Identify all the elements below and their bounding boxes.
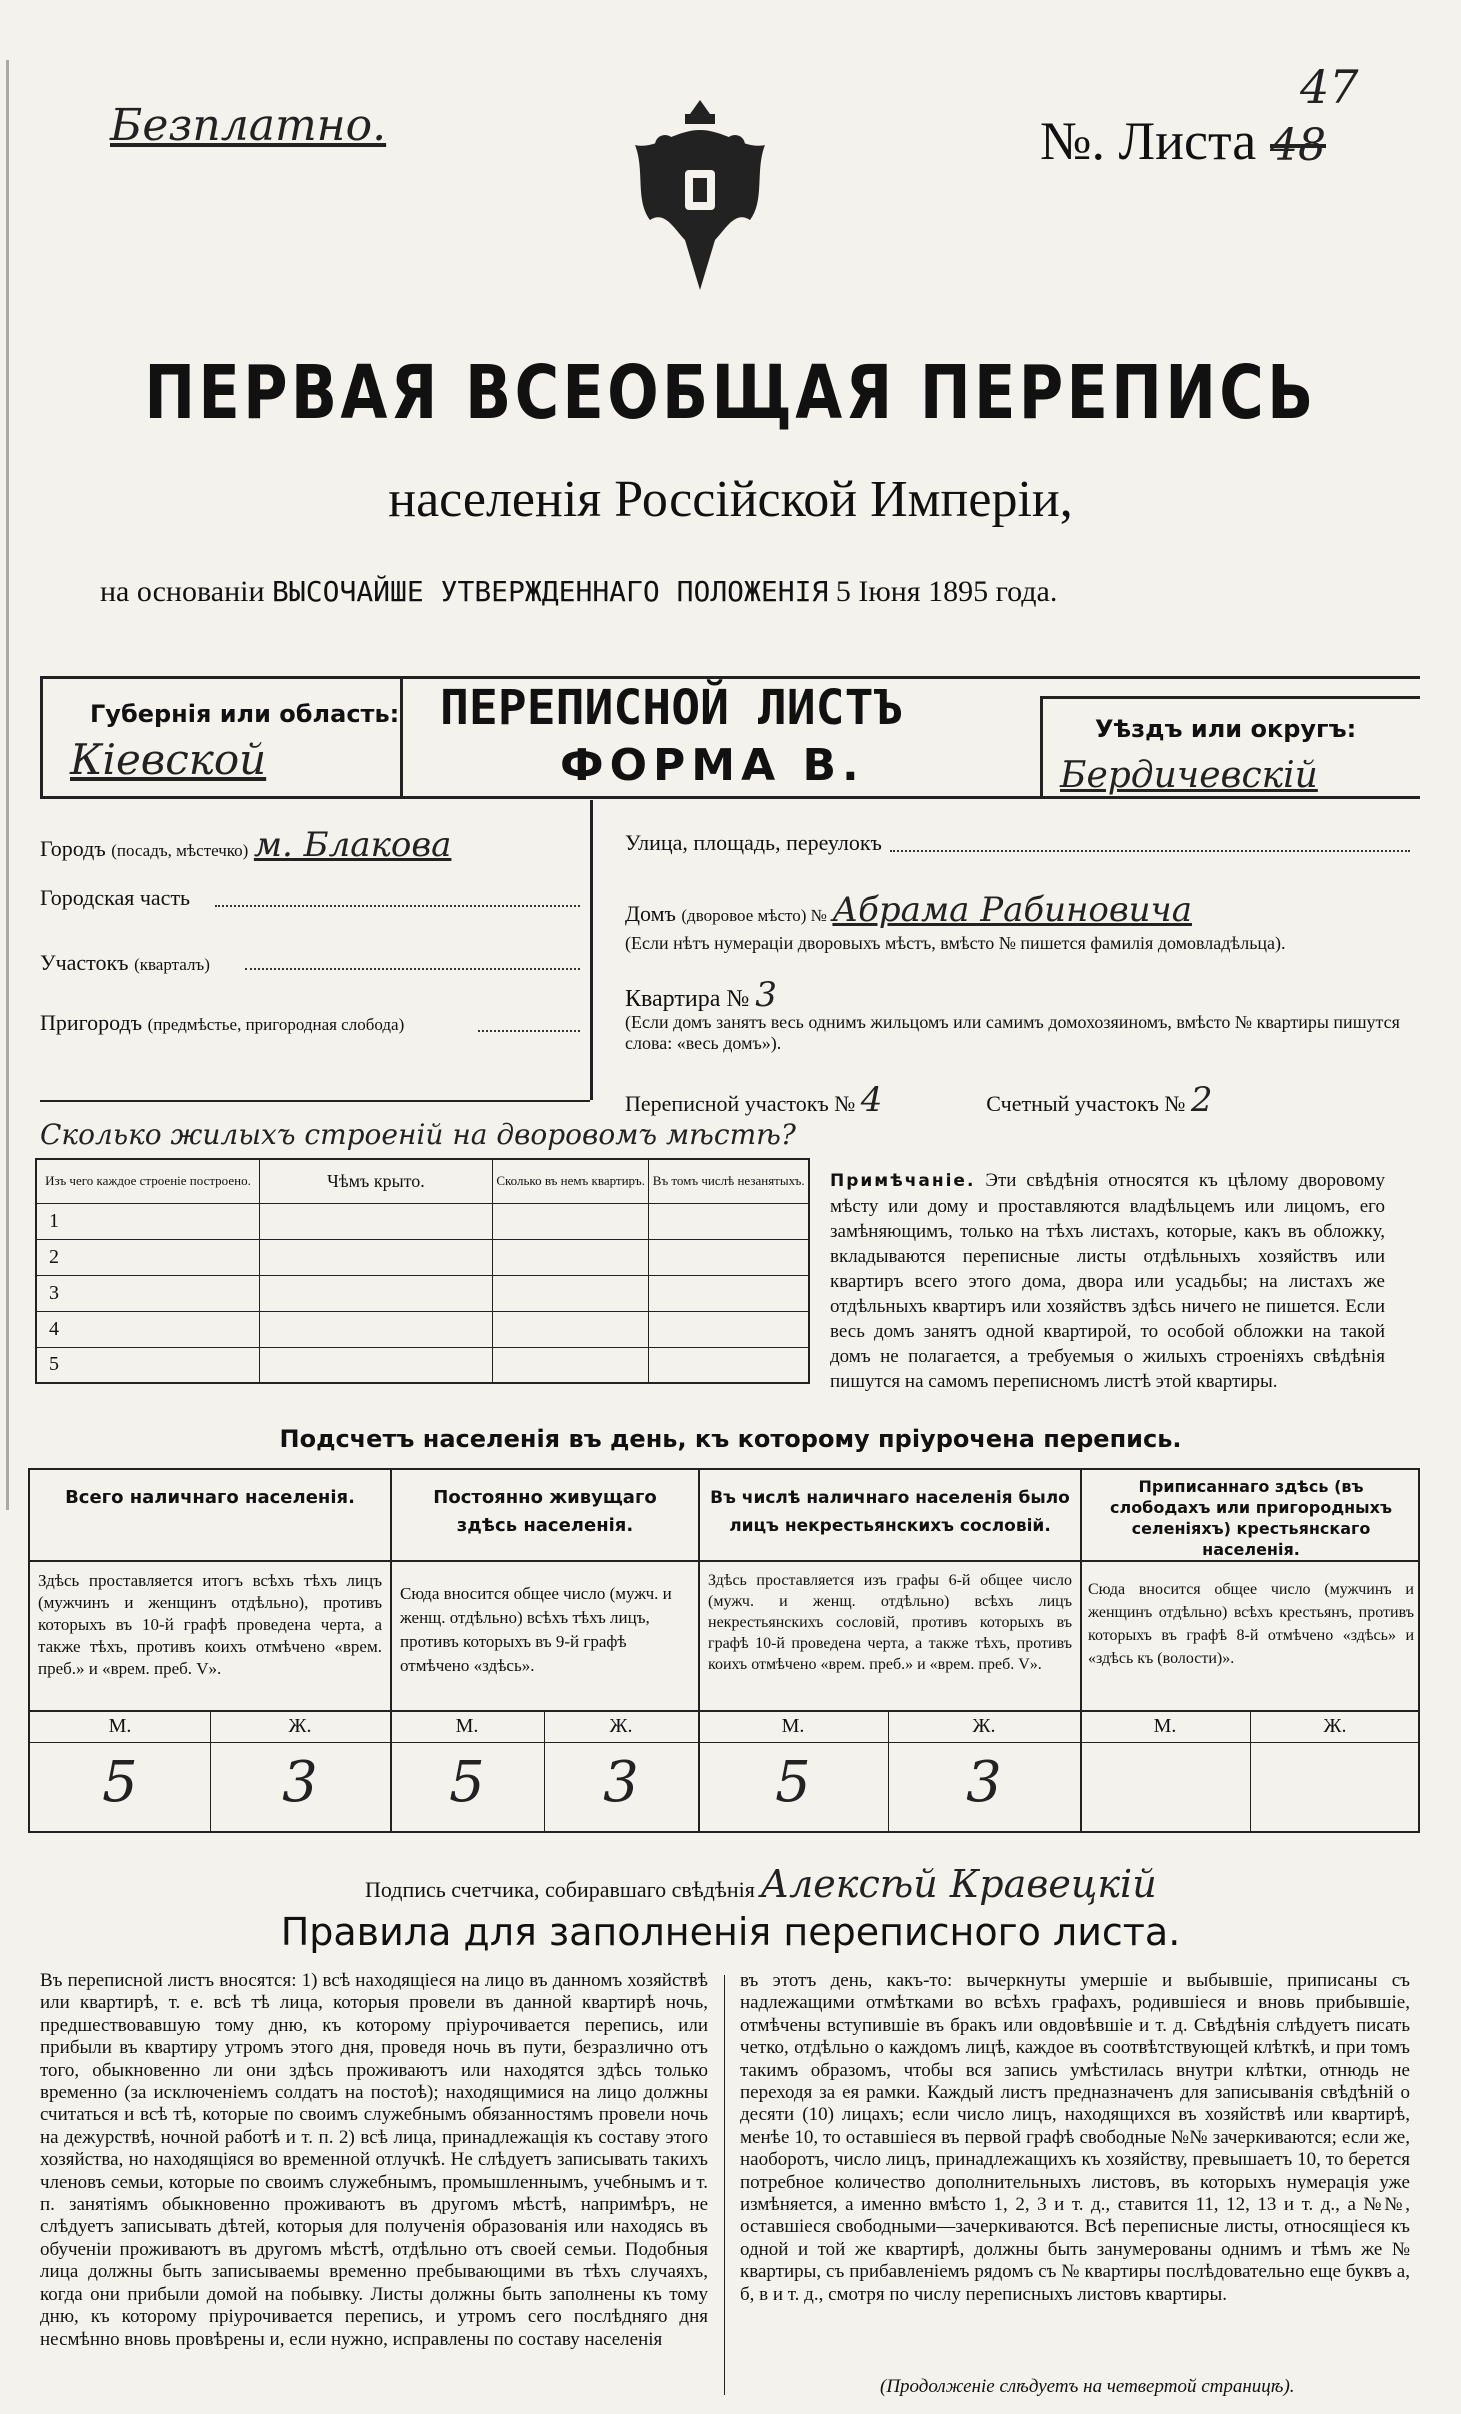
rules-right-column: въ этотъ день, какъ-то: вычеркнуты умершіе и выбывшіе, приписаны съ надлежащими отмѣтками во всѣхъ графахъ, родившіеся и вновь прибывшіе, отмѣчены вступившіе въ бракъ или овдовѣвшіе и т. д. Свѣдѣнія слѣдуетъ писать четко, отдѣльно о каждомъ лицѣ, каждое въ соотвѣтствующей клѣткѣ, и при томъ такимъ образомъ, чтобы вся запись умѣстилась внутри клѣтки, отнюдь не переходя за ея рамки. Каждый листъ предназначенъ для записыванія свѣдѣній о десяти (10) лицахъ; если число лицъ, находящихся въ хозяйствѣ или квартирѣ, менѣе 10, то оставшіеся въ первой графѣ свободные №№ зачеркиваются; если же, наоборотъ, число лицъ, принадлежащихъ къ хозяйству, превышаетъ 10, то берется потребное количество дополнительныхъ листовъ, въ которыхъ нумерація уже измѣняется, а именно вмѣсто 1, 2, 3 и т. д., ставится 11, 12, 13 и т. д., а №№, оставшіеся свободными—зачеркиваются. Всѣ переписные листы, относящіеся къ одной и той же квартирѣ, должны быть занумерованы однимъ и тѣмъ же № квартиры, съ прибавленіемъ рядомъ съ № квартиры послѣдовательно еще буквъ а, б, в и т. д., смотря по числу переписныхъ листовъ квартиры. xyxy=(740,1970,1410,2305)
census-title: ПЕРВАЯ ВСЕОБЩАЯ ПЕРЕПИСЬ xyxy=(144,350,1317,436)
house-sub: (дворовое мѣсто) № xyxy=(681,906,827,925)
signature-value: Алексѣй Кравецкій xyxy=(760,1862,1157,1906)
m-label: М. xyxy=(781,1715,805,1737)
district-sub: (кварталъ) xyxy=(134,955,210,974)
m-label: М. xyxy=(108,1715,132,1737)
table-row xyxy=(36,1347,809,1383)
census-district-label: Переписной участокъ № xyxy=(625,1091,856,1116)
f-label: Ж. xyxy=(609,1715,633,1737)
suburb-sub: (предмѣстье, пригородная слобода) xyxy=(147,1015,405,1034)
uezd-label: Уѣздъ или округъ: xyxy=(1095,715,1357,743)
city-field xyxy=(40,825,451,865)
signature-field xyxy=(365,1862,1157,1906)
city-part-label: Городская часть xyxy=(40,885,191,910)
city-value: м. Блакова xyxy=(253,825,452,865)
col-desc: Здѣсь проставляется итогъ всѣхъ тѣхъ лицъ (мужчинъ и женщинъ отдѣльно), противъ которыхъ въ 10-й графѣ проведена черта, а также тѣхъ, противъ коихъ отмѣчено «врем. преб.» и «врем. преб. V». xyxy=(38,1571,382,1678)
f-label: Ж. xyxy=(972,1715,996,1737)
house-note: (Если нѣтъ нумераціи дворовыхъ мѣстъ, вмѣсто № пишется фамилія домовладѣльца). xyxy=(625,933,1286,953)
col-desc: Сюда вносится общее число (мужчинъ и женщинъ отдѣльно) всѣхъ крестьянъ, противъ которыхъ въ графѣ 8-й отмѣчено «здѣсь» и «здѣсь къ (волости)». xyxy=(1088,1581,1414,1667)
suburb-field xyxy=(40,1010,404,1036)
female-count: 3 xyxy=(603,1750,639,1815)
table-row xyxy=(36,1239,809,1275)
m-label: М. xyxy=(455,1715,479,1737)
female-count: 3 xyxy=(966,1750,1002,1815)
basis-decree: ВЫСОЧАЙШЕ УТВЕРЖДЕННАГО ПОЛОЖЕНІЯ xyxy=(272,575,829,608)
note-block xyxy=(830,1168,1385,1394)
house-label: Домъ xyxy=(625,901,676,926)
f-label: Ж. xyxy=(288,1715,312,1737)
male-count: 5 xyxy=(102,1750,138,1815)
row-number: 4 xyxy=(36,1311,260,1347)
buildings-header: Чѣмъ крыто. xyxy=(260,1159,493,1203)
left-margin-line xyxy=(6,60,9,1510)
buildings-question: Сколько жилыхъ строеній на дворовомъ мѣстѣ? xyxy=(40,1118,796,1151)
apartment-note: (Если домъ занятъ весь однимъ жильцомъ или самимъ домохозяиномъ, вмѣсто № квартиры пишутся слова: «весь домъ»). xyxy=(625,1012,1400,1053)
row-number: 2 xyxy=(36,1239,260,1275)
buildings-header: Сколько въ немъ квартиръ. xyxy=(493,1159,649,1203)
city-label: Городъ xyxy=(40,836,106,861)
sheet-title: ПЕРЕПИСНОЙ ЛИСТЪ xyxy=(440,680,903,736)
district-label: Участокъ xyxy=(40,950,129,975)
population-title: Подсчетъ населенія въ день, къ которому пріурочена перепись. xyxy=(279,1425,1182,1453)
col-header: Постоянно живущаго здѣсь населенія. xyxy=(433,1487,657,1536)
apartment-field xyxy=(625,975,777,1015)
table-row xyxy=(36,1203,809,1239)
street-label: Улица, площадь, переулокъ xyxy=(625,830,882,855)
row-number: 3 xyxy=(36,1275,260,1311)
population-table xyxy=(28,1468,1420,1833)
house-field xyxy=(625,890,1192,930)
apartment-label: Квартира № xyxy=(625,986,750,1012)
sheet-number-old: 48 xyxy=(1270,120,1326,171)
col-desc: Сюда вносится общее число (мужч. и женщ. отдѣльно) всѣхъ тѣхъ лицъ, противъ которыхъ въ 9-й графѣ отмѣчено «здѣсь». xyxy=(400,1584,672,1675)
uezd-value: Бердичевскій xyxy=(1060,755,1318,796)
col-header: Всего наличнаго населенія. xyxy=(65,1487,355,1508)
male-count: 5 xyxy=(775,1750,811,1815)
note-title: Примѣчаніе. xyxy=(830,1171,976,1191)
suburb-label: Пригородъ xyxy=(40,1010,143,1035)
free-label: Безплатно. xyxy=(110,100,387,151)
rules-title: Правила для заполненія переписного листа. xyxy=(280,1910,1181,1954)
table-row xyxy=(36,1275,809,1311)
double-headed-eagle-emblem xyxy=(615,90,785,310)
table-row xyxy=(36,1311,809,1347)
guberniya-value: Кіевской xyxy=(70,735,267,784)
buildings-header: Въ томъ числѣ незанятыхъ. xyxy=(649,1159,809,1203)
form-label: ФОРМА В. xyxy=(560,740,865,791)
guberniya-label: Губернія или область: xyxy=(90,700,400,728)
continued-note: (Продолженіе слѣдуетъ на четвертой страницѣ). xyxy=(880,2376,1295,2397)
sheet-number-label: №. Листа xyxy=(1040,111,1257,171)
form-top-rule xyxy=(40,676,1420,679)
count-district-label: Счетный участокъ № xyxy=(986,1091,1186,1116)
city-sub: (посадъ, мѣстечко) xyxy=(111,841,249,860)
male-count: 5 xyxy=(449,1750,485,1815)
m-label: М. xyxy=(1153,1715,1177,1737)
sheet-number-new: 47 xyxy=(1300,60,1359,114)
basis-date: 5 Іюня 1895 года. xyxy=(835,575,1058,608)
note-text: Эти свѣдѣнія относятся къ цѣлому дворовому мѣсту или дому и проставляются владѣльцемъ или лицомъ, его замѣняющимъ, только на тѣхъ листахъ, которые, какъ въ обложку, вкладываются переписные листы отдѣльныхъ хозяйствъ или квартиръ всего этого дома, двора или усадьбы; на листахъ же отдѣльныхъ квартиръ или хозяйствъ здѣсь ничего не пишется. Если весь домъ занятъ одной квартирой, то особой обложки на такой домъ не полагается, а требуемыя о жилыхъ строеніяхъ свѣдѣнія пишутся на самомъ переписномъ листѣ этой квартиры. xyxy=(830,1170,1385,1392)
apartment-value: 3 xyxy=(755,975,777,1015)
rules-left-column: Въ переписной листъ вносятся: 1) всѣ находящіеся на лицо въ данномъ хозяйствѣ или квартирѣ, т. е. всѣ тѣ лица, которыя провели въ данной квартирѣ ночь, предшествовавшую тому дню, къ которому пріурочивается перепись, или прибыли въ квартиру утромъ этого дня, проведя ночь въ пути, безразлично отъ того, обыкновенно ли они здѣсь проживаютъ или находятся здѣсь только временно (за исключеніемъ солдатъ на постоѣ); находящимися на лицо должны считаться и всѣ тѣ, которые по своимъ служебнымъ обязанностямъ провели ночь на дежурствѣ, ночной работѣ и т. п. 2) всѣ лица, принадлежащія къ составу этого хозяйства, но находящіяся во временной отлучкѣ. Не слѣдуетъ записывать такихъ членовъ семьи, которые по своимъ служебнымъ, промышленнымъ, учебнымъ и т. п. занятіямъ обыкновенно проживаютъ въ другомъ мѣстѣ, напримѣръ, не слѣдуетъ записывать дѣтей, которыя для полученія образованія или находясь въ обученіи проживаютъ въ другомъ мѣстѣ, отдѣльно отъ своей семьи. Подобныя лица должны быть записываемы временно пребывающими въ тѣхъ случаяхъ, когда они прибыли домой на побывку. Листы должны быть заполнены къ тому дню, къ которому пріурочивается перепись, и утромъ сего послѣдняго дня несмѣнно вновь провѣрены и, если нужно, исправлены по составу населенія xyxy=(40,1970,708,2350)
row-number: 5 xyxy=(36,1347,260,1383)
female-count: 3 xyxy=(282,1750,318,1815)
col-header: Приписаннаго здѣсь (въ слободахъ или пригородныхъ селеніяхъ) крестьянскаго населенія. xyxy=(1109,1477,1392,1559)
col-desc: Здѣсь проставляется изъ графы 6-й общее число (мужч. и женщ. отдѣльно) всѣхъ лицъ некрестьянскихъ сословій, противъ которыхъ въ графѣ 10-й проведена черта, а также тѣхъ, противъ коихъ отмѣчено «врем. преб.» и «врем. преб. V». xyxy=(708,1572,1072,1673)
buildings-table xyxy=(35,1158,810,1384)
census-subtitle: населенія Россійской Имперіи, xyxy=(388,471,1073,528)
f-label: Ж. xyxy=(1323,1715,1347,1737)
census-district-field xyxy=(625,1080,1213,1120)
col-header: Въ числѣ наличнаго населенія было лицъ некрестьянскихъ сословій. xyxy=(710,1488,1070,1536)
row-number: 1 xyxy=(36,1203,260,1239)
house-value: Абрама Рабиновича xyxy=(832,890,1192,930)
count-district-value: 2 xyxy=(1190,1080,1213,1120)
census-district-value: 4 xyxy=(860,1080,883,1120)
district-field xyxy=(40,950,210,976)
basis-prefix: на основаніи xyxy=(100,575,265,608)
buildings-header: Изъ чего каждое строеніе построено. xyxy=(36,1159,260,1203)
basis-line xyxy=(100,575,1057,609)
signature-label: Подпись счетчика, собиравшаго свѣдѣнія xyxy=(365,1877,755,1902)
